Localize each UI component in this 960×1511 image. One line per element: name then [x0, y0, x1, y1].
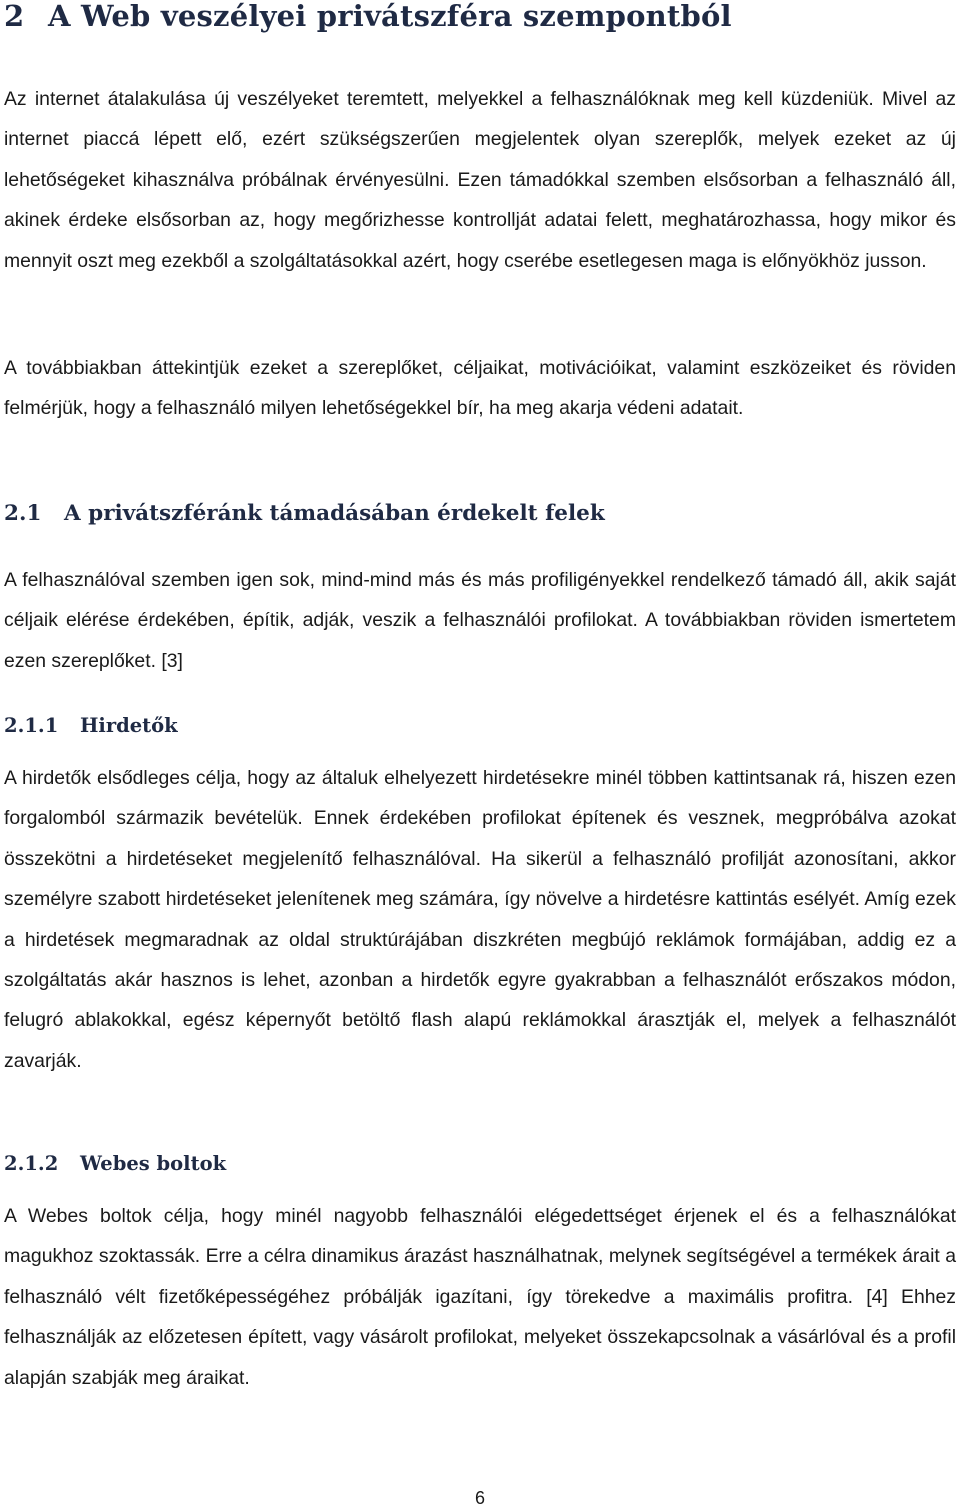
section-paragraph: A felhasználóval szemben igen sok, mind-mind más és más profiligényekkel rendelkező támadó áll, akik saját céljaik elérése érdekében, építik, adják, veszik a felhasználói profilokat. A továbbiakban röviden ismertetem ezen szereplőket. [3] — [4, 569, 956, 672]
section-title: A privátszféránk támadásában érdekelt felek — [64, 501, 605, 526]
subsection-paragraph-hirdetok: A hirdetők elsődleges célja, hogy az általuk elhelyezett hirdetésekre minél többen kattintsanak rá, hiszen ezen forgalomból származik bevételük. Ennek érdekében profilokat építenek és vesznek, megpróbálva azokat összekötni a hirdetéseket megjelenítő felhasználóval. Ha sikerül a felhasználó profilját azonosítani, akkor személyre szabott hirdetéseket jelenítenek meg számára, így növelve a hirdetésre kattintás esélyét. Amíg ezek a hirdetések megmaradnak az oldal struktúrájában diszkréten megbújó reklámok formájában, addig ez a szolgáltatás akár hasznos is lehet, azonban a hirdetők egyre gyakrabban a felhasználót erőszakos módon, felugró ablakokkal, egész képernyőt betöltő flash alapú reklámokkal árasztják el, melyek a felhasználót zavarják. — [4, 767, 956, 1072]
subsection-title: Hirdetők — [80, 714, 178, 737]
page-number: 6 — [474, 1488, 485, 1508]
section-number: 2.1 — [4, 501, 42, 526]
subsection-number: 2.1.2 — [4, 1152, 59, 1175]
intro-paragraph-1: Az internet átalakulása új veszélyeket teremtett, melyekkel a felhasználóknak meg kell küzdeniük. Mivel az internet piaccá lépett elő, ezért szükségszerűen megjelentek olyan szereplők, melyek ezeket az új lehetőségeket kihasználva próbálnak érvényesülni. Ezen támadókkal szemben elsősorban a felhasználó áll, akinek érdeke elsősorban az, hogy megőrizhesse kontrollját adatai felett, meghatározhassa, hogy mikor és mennyit oszt meg ezekből a szolgáltatásokkal azért, hogy cserébe esetlegesen maga is előnyökhöz jusson. — [4, 88, 956, 272]
subsection-heading-webes-boltok — [4, 1147, 226, 1181]
subsection-title: Webes boltok — [80, 1152, 227, 1175]
chapter-number: 2 — [4, 0, 25, 33]
section-heading — [4, 496, 605, 532]
chapter-title: A Web veszélyei privátszféra szempontból — [48, 0, 732, 33]
subsection-number: 2.1.1 — [4, 714, 59, 737]
subsection-paragraph-webes-boltok: A Webes boltok célja, hogy minél nagyobb felhasználói elégedettséget érjenek el és a felhasználókat magukhoz szoktassák. Erre a célra dinamikus árazást használhatnak, melynek segítségével a termékek árait a felhasználó vélt fizetőképességéhez próbálják igazítani, így törekedve a maximális profitra. [4] Ehhez felhasználják az előzetesen épített, vagy vásárolt profilokat, melyeket összekapcsolnak a vásárlóval és a profil alapján szabják meg áraikat. — [4, 1205, 956, 1389]
intro-paragraph-2: A továbbiakban áttekintjük ezeket a szereplőket, céljaikat, motivációikat, valamint eszközeiket és röviden felmérjük, hogy a felhasználó milyen lehetőségekkel bír, ha meg akarja védeni adatait. — [4, 357, 956, 420]
chapter-heading — [4, 0, 732, 38]
subsection-heading-hirdetok — [4, 709, 178, 743]
